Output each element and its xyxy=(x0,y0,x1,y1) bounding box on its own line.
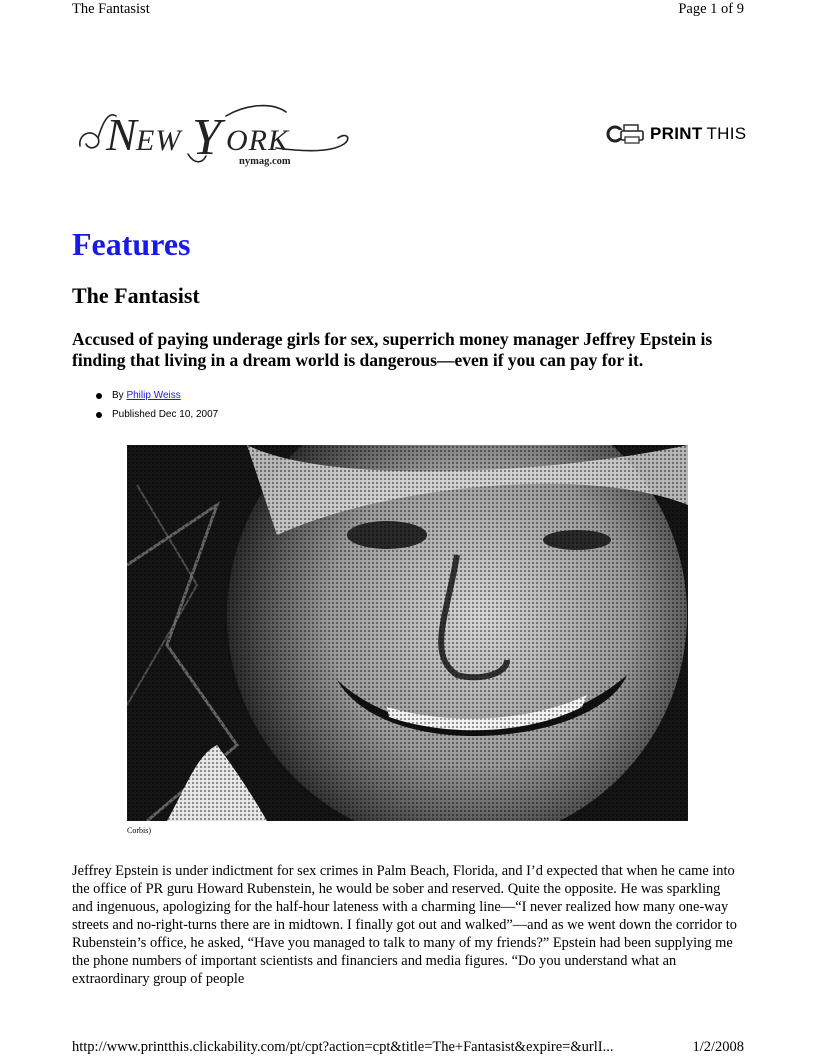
svg-text:Y: Y xyxy=(192,109,221,166)
page-footer-url: http://www.printthis.clickability.com/pt/cpt?action=cpt&title=The+Fantasist&expire=&urlI... xyxy=(72,1039,614,1055)
article-body-paragraph: Jeffrey Epstein is under indictment for sex crimes in Palm Beach, Florida, and I’d expected that when he came into the office of PR guru Howard Rubenstein, he would be sober and reserved. Quite the opposite. He was sparkling and ingenuous, apologizing for the half-hour lateness with a charming line—“I never realized how many one-way streets and no-right-turns there are in midtown. I finally got out and walked”—and as we went down the corridor to Rubenstein’s office, he asked, “Have you managed to talk to many of my friends?” Epstein had been supplying me the phone numbers of important scientists and financiers and media figures. “Do you understand what an extraordinary group of people xyxy=(72,863,737,987)
print-this-label-1: PRINT xyxy=(650,124,703,143)
svg-text:nymag.com: nymag.com xyxy=(239,156,291,167)
byline-prefix: By xyxy=(112,390,124,401)
print-this-label-2: THIS xyxy=(706,124,747,143)
svg-text:EW: EW xyxy=(136,124,182,157)
article-meta-list xyxy=(96,389,218,427)
print-this-logo[interactable] xyxy=(606,123,746,145)
article-title: The Fantasist xyxy=(72,283,200,308)
svg-text:N: N xyxy=(106,109,136,160)
publish-date: Published Dec 10, 2007 xyxy=(96,408,218,427)
article-photo xyxy=(127,445,688,821)
page-footer-date: 1/2/2008 xyxy=(692,1039,744,1055)
section-heading: Features xyxy=(72,226,191,262)
page-header-title: The Fantasist xyxy=(72,1,150,17)
page-number: Page 1 of 9 xyxy=(678,1,744,17)
byline xyxy=(96,389,218,408)
photo-caption: Corbis) xyxy=(127,826,151,835)
printer-icon xyxy=(606,123,646,145)
article-dek: Accused of paying underage girls for sex, superrich money manager Jeffrey Epstein is finding that living in a dream world is dangerous—even if you can pay for it. xyxy=(72,329,713,370)
author-link[interactable]: Philip Weiss xyxy=(126,390,181,401)
svg-text:ORK: ORK xyxy=(226,124,289,157)
new-york-logo[interactable] xyxy=(76,98,356,170)
